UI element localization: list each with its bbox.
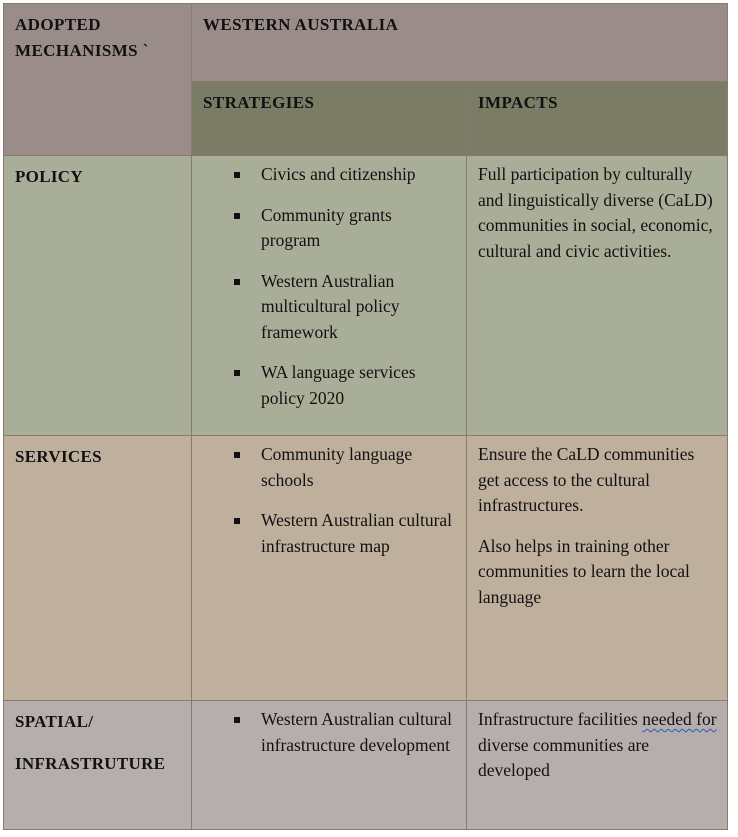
policy-impact-text: Full participation by culturally and linguistically diverse (CaLD) communities in social, economic, cultural and civic activities.	[478, 164, 713, 261]
header-mechanisms-cell	[3, 3, 192, 156]
spatial-impact-text	[478, 707, 717, 784]
row-label-spatial	[3, 700, 192, 830]
list-item: Community grants program	[192, 203, 466, 254]
policy-strategies-list	[192, 162, 466, 411]
policy-label-text: POLICY	[15, 167, 83, 186]
spatial-impacts-cell	[466, 700, 728, 830]
header-mechanisms-text: ADOPTED MECHANISMS `	[15, 15, 149, 60]
spatial-label-line2: INFRASTRUTURE	[15, 754, 166, 773]
services-label-text: SERVICES	[15, 447, 102, 466]
services-impact-text-2: Also helps in training other communities to learn the local language	[478, 535, 690, 607]
list-item: Western Australian cultural infrastructure development	[192, 707, 466, 758]
policy-strategies-cell	[191, 155, 467, 436]
header-strategies-text: STRATEGIES	[203, 93, 315, 112]
header-impacts-cell	[466, 81, 728, 156]
services-strategies-list	[192, 442, 466, 559]
spatial-impact-before: Infrastructure facilities	[478, 709, 643, 729]
list-item: Western Australian cultural infrastructure map	[192, 508, 466, 559]
spatial-strategies-list	[192, 707, 466, 758]
header-region-cell	[191, 3, 728, 82]
list-item: Civics and citizenship	[192, 162, 466, 188]
spatial-impact-after: diverse communities are developed	[478, 734, 650, 780]
spatial-label-line1: SPATIAL/	[15, 712, 94, 731]
header-strategies-cell	[191, 81, 467, 156]
header-impacts-text: IMPACTS	[478, 93, 558, 112]
services-impact-text-1: Ensure the CaLD communities get access to the cultural infrastructures.	[478, 444, 695, 515]
list-item: Community language schools	[192, 442, 466, 493]
row-label-services	[3, 435, 192, 701]
list-item: WA language services policy 2020	[192, 360, 466, 411]
services-strategies-cell	[191, 435, 467, 701]
spellcheck-marked-text: needed for	[642, 709, 717, 729]
policy-impacts-cell	[466, 155, 728, 436]
services-impacts-cell	[466, 435, 728, 701]
row-label-policy	[3, 155, 192, 436]
list-item: Western Australian multicultural policy framework	[192, 269, 466, 346]
header-region-text: WESTERN AUSTRALIA	[203, 15, 399, 34]
spatial-strategies-cell	[191, 700, 467, 830]
